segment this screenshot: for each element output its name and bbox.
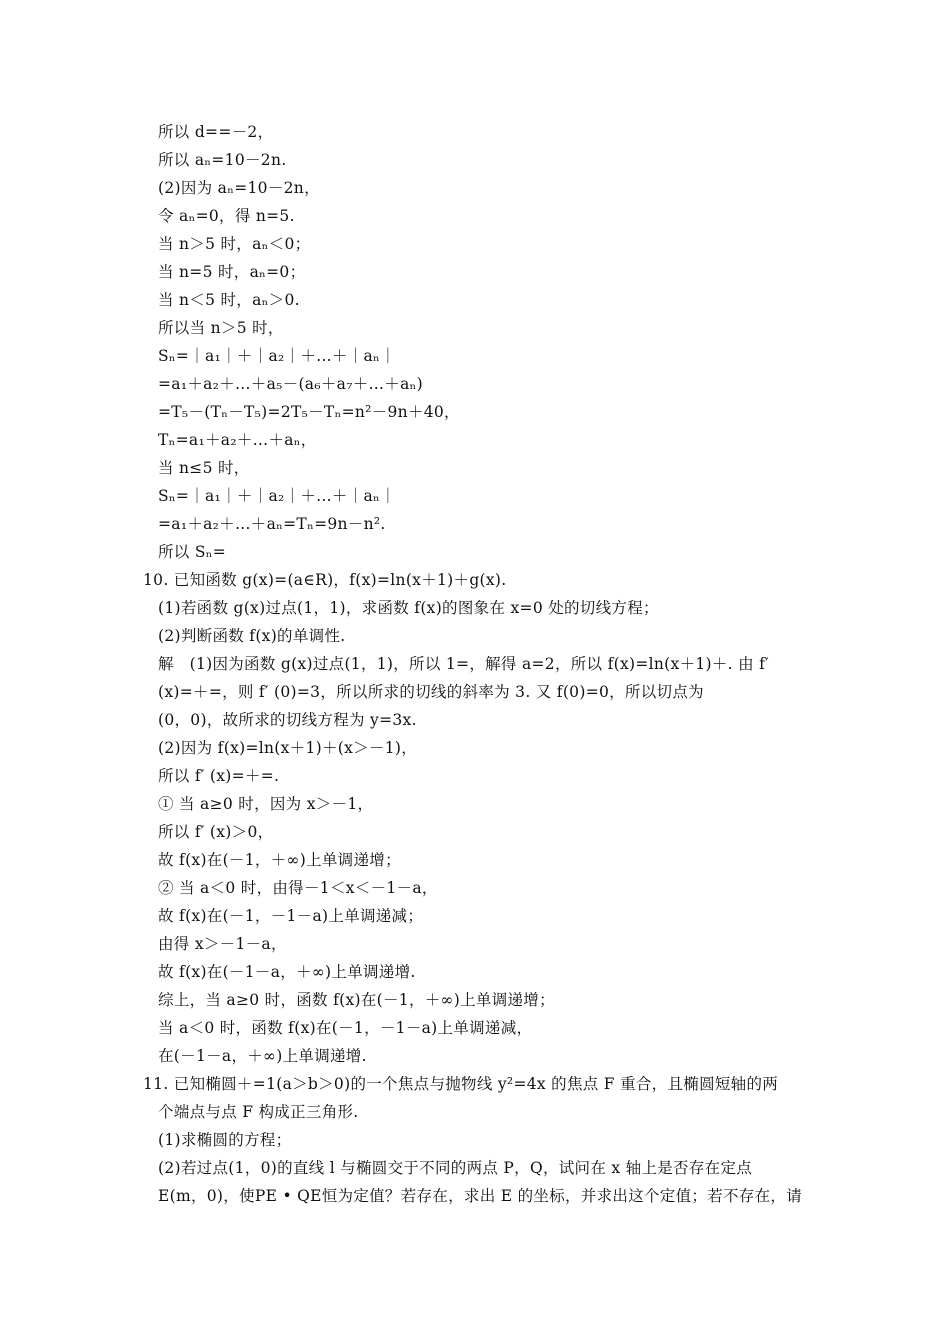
text-line: 在(－1－a，＋∞)上单调递增. — [158, 1047, 367, 1065]
text-line: 当 a＜0 时，函数 f(x)在(－1，－1－a)上单调递减， — [158, 1019, 533, 1037]
text-line: (2)判断函数 f(x)的单调性. — [158, 627, 346, 645]
text-line: (x)=＋=，则 f′ (0)=3，所以所求的切线的斜率为 3. 又 f(0)=0，所以切点为 — [158, 683, 704, 701]
text-line: ② 当 a＜0 时，由得－1＜x＜－1－a， — [158, 879, 438, 897]
text-line: =T₅－(Tₙ－T₅)=2T₅－Tₙ=n²－9n＋40， — [158, 403, 460, 421]
text-line: Tₙ=a₁＋a₂＋…＋aₙ， — [158, 431, 317, 449]
text-line: (1)求椭圆的方程； — [158, 1131, 292, 1149]
text-line: 当 n＞5 时，aₙ＜0； — [158, 235, 311, 253]
text-line: =a₁＋a₂＋…＋aₙ=Tₙ=9n－n². — [158, 515, 386, 533]
text-line: 解 (1)因为函数 g(x)过点(1，1)，所以 1=，解得 a=2，所以 f(x)=ln(x＋1)＋. 由 f′ — [158, 655, 770, 673]
text-line: 所以 f′ (x)=＋=. — [158, 767, 280, 785]
text-line: (0，0)，故所求的切线方程为 y=3x. — [158, 711, 417, 729]
text-line: 故 f(x)在(－1，＋∞)上单调递增； — [158, 851, 401, 869]
question-heading: 10. 已知函数 g(x)=(a∈R)，f(x)=ln(x＋1)＋g(x). — [143, 571, 507, 589]
text-line: 所以 d==－2， — [158, 123, 274, 141]
text-line: Sₙ=｜a₁｜＋｜a₂｜＋…＋｜aₙ｜ — [158, 487, 396, 505]
text-line: E(m，0)，使PE • QE恒为定值？若存在，求出 E 的坐标，并求出这个定值；若不存在，请 — [158, 1187, 803, 1205]
text-line: 当 n＜5 时，aₙ＞0. — [158, 291, 300, 309]
text-line: (2)因为 f(x)=ln(x＋1)＋(x＞－1)， — [158, 739, 418, 757]
text-line: ① 当 a≥0 时，因为 x＞－1， — [158, 795, 374, 813]
text-line: 综上，当 a≥0 时，函数 f(x)在(－1，＋∞)上单调递增； — [158, 991, 555, 1009]
text-line: (1)若函数 g(x)过点(1，1)，求函数 f(x)的图象在 x=0 处的切线方程； — [158, 599, 659, 617]
text-line: 由得 x＞－1－a， — [158, 935, 287, 953]
text-line: 当 n≤5 时， — [158, 459, 250, 477]
question-heading: 11. 已知椭圆＋=1(a＞b＞0)的一个焦点与抛物线 y²=4x 的焦点 F 重合，且椭圆短轴的两 — [143, 1075, 779, 1093]
text-line: Sₙ=｜a₁｜＋｜a₂｜＋…＋｜aₙ｜ — [158, 347, 396, 365]
text-line: (2)若过点(1，0)的直线 l 与椭圆交于不同的两点 P，Q，试问在 x 轴上是否存在定点 — [158, 1159, 753, 1177]
text-line: 所以 f′ (x)＞0， — [158, 823, 274, 841]
text-line: 所以 aₙ=10－2n. — [158, 151, 287, 169]
text-line: (2)因为 aₙ=10－2n， — [158, 179, 320, 197]
text-line: 所以 Sₙ= — [158, 543, 227, 561]
text-line: 令 aₙ=0，得 n=5. — [158, 207, 295, 225]
text-line: 所以当 n＞5 时， — [158, 319, 284, 337]
text-line: 故 f(x)在(－1，－1－a)上单调递减； — [158, 907, 424, 925]
text-line: 故 f(x)在(－1－a，＋∞)上单调递增. — [158, 963, 416, 981]
text-line: =a₁＋a₂＋…＋a₅－(a₆＋a₇＋…＋aₙ) — [158, 375, 424, 393]
text-line: 当 n=5 时，aₙ=0； — [158, 263, 306, 281]
text-line: 个端点与点 F 构成正三角形. — [158, 1103, 359, 1121]
